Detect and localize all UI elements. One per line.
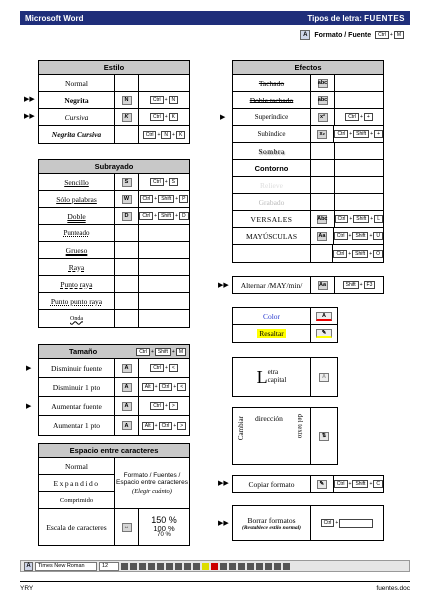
drop-cap-box: L etra capital A: [232, 357, 338, 397]
strikethrough-icon[interactable]: [148, 563, 155, 570]
shrink-font-icon[interactable]: [229, 563, 236, 570]
clear-format-box: Borrar formatos (Restablece estilo normal) Ctrl +: [232, 505, 384, 541]
small-caps-icon[interactable]: [166, 563, 173, 570]
grow-1pt-icon[interactable]: A: [122, 421, 132, 430]
char-scale-icon[interactable]: [256, 563, 263, 570]
subrayado-title: Subrayado: [39, 160, 189, 174]
bold-icon[interactable]: [121, 563, 128, 570]
shortcut-keys: Ctrl + M: [375, 31, 404, 39]
arrow-icon: ▶▶: [24, 95, 35, 103]
double-strikethrough-icon[interactable]: abc: [317, 97, 328, 103]
text-direction-icon[interactable]: [274, 563, 281, 570]
font-color-icon[interactable]: [211, 563, 218, 570]
font-dialog-shortcut: [300, 30, 404, 40]
strikethrough-icon[interactable]: abc: [317, 80, 328, 86]
bold-icon[interactable]: N: [122, 96, 132, 105]
efectos-panel: Efectos Tachado abc Doble tachado abc Superíndice x² Ctrl + + Subíndice x₂ Ctrl + Shift + + Sombra Contorno Relieve Grabado VERSALES Abc Ctrl + Shift + L MAYÚSCULAS Aa Ctrl + Shift + U Oculto Ctrl + Shift + O: [232, 60, 384, 263]
footer-filename: fuentes.doc: [376, 585, 410, 592]
char-scale-icon[interactable]: ↔: [122, 523, 132, 532]
italic-icon[interactable]: K: [122, 113, 132, 122]
change-case-icon[interactable]: Aa: [318, 282, 327, 288]
small-caps-icon[interactable]: Abc: [317, 216, 328, 222]
format-painter-icon[interactable]: [247, 563, 254, 570]
clear-format-icon[interactable]: [283, 563, 290, 570]
word-underline-icon[interactable]: W: [122, 195, 132, 204]
grow-font-icon[interactable]: A: [122, 402, 132, 411]
font-color-icon[interactable]: A: [316, 312, 332, 321]
estilo-title: Estilo: [39, 61, 189, 75]
text-direction-icon[interactable]: ⇅: [319, 432, 329, 441]
shrink-font-icon[interactable]: A: [122, 364, 132, 373]
underline-icon[interactable]: [139, 563, 146, 570]
font-icon[interactable]: A: [24, 562, 33, 571]
arrow-icon: ▶▶: [218, 281, 229, 289]
underline-icon[interactable]: S: [122, 178, 132, 187]
color-box: Color A Resaltar ✎: [232, 307, 338, 343]
footer-author: YRY: [20, 585, 34, 592]
tamano-panel: Tamaño Ctrl + Shift + M Disminuir fuente A Ctrl + < Disminuir 1 pto A Alt + Ctrl + < Aumentar fuente A Ctrl + > Aumentar 1 pto A Alt + Ctrl + >: [38, 344, 190, 436]
formatting-toolbar: [20, 560, 410, 572]
change-case-icon[interactable]: [238, 563, 245, 570]
arrow-icon: ▶: [220, 113, 226, 121]
arrow-icon: ▶▶: [218, 519, 229, 527]
shrink-1pt-icon[interactable]: A: [122, 383, 132, 392]
size-select[interactable]: 12: [99, 562, 119, 571]
highlight-icon[interactable]: [202, 563, 209, 570]
double-underline-icon[interactable]: D: [122, 212, 132, 221]
all-caps-icon[interactable]: [175, 563, 182, 570]
estilo-panel: [38, 60, 190, 144]
estilo-row: Negrita Cursiva Ctrl + N + K: [39, 126, 189, 143]
menu-path: Formato / Fuente: [314, 31, 372, 39]
arrow-icon: ▶▶: [24, 112, 35, 120]
title-bar: [20, 11, 410, 25]
font-select[interactable]: Times New Roman: [35, 562, 97, 571]
highlight-icon[interactable]: ✎: [316, 329, 332, 338]
subscript-icon[interactable]: [193, 563, 200, 570]
subrayado-panel: Subrayado Sencillo S Ctrl + S Sólo palabras W Ctrl + Shift + P Doble D Ctrl + Shift + D Punteado Grueso Raya Punto raya Punto punto raya Onda: [38, 159, 190, 328]
alternar-box: Alternar /MAY/min/ Aa Shift + F3: [232, 276, 384, 294]
font-dialog-icon[interactable]: A: [300, 30, 310, 40]
grow-font-icon[interactable]: [220, 563, 227, 570]
text-direction-box: Cambiar dirección del texto ⇅: [232, 407, 338, 465]
arrow-icon: ▶▶: [218, 479, 229, 487]
drop-cap-icon[interactable]: A: [319, 373, 329, 382]
superscript-icon[interactable]: [184, 563, 191, 570]
double-underline-icon[interactable]: [157, 563, 164, 570]
page-title: Tipos de letra: FUENTES: [307, 13, 405, 23]
estilo-row: Negrita N Ctrl + N: [39, 92, 189, 109]
superscript-icon[interactable]: x²: [318, 113, 328, 122]
all-caps-icon[interactable]: Aa: [318, 233, 326, 239]
app-name: Microsoft Word: [25, 13, 84, 23]
copy-format-box: Copiar formato ✎ Ctrl + Shift + C: [232, 475, 384, 493]
estilo-row: Cursiva K Ctrl + K: [39, 109, 189, 126]
espacio-panel: Espacio entre caracteres Normal Expandido Comprimido Escala de caracteres Formato / Fuentes / Espacio entre caracteres (Elegir cuánto) ↔ 150 % 100 % 70 %: [38, 443, 190, 546]
format-painter-icon[interactable]: ✎: [317, 480, 327, 489]
page-footer: [20, 581, 410, 592]
subscript-icon[interactable]: x₂: [317, 130, 327, 139]
estilo-row: Normal: [39, 75, 189, 92]
drop-cap-icon[interactable]: [265, 563, 272, 570]
arrow-icon: ▶: [26, 402, 32, 410]
italic-icon[interactable]: [130, 563, 137, 570]
arrow-icon: ▶: [26, 364, 32, 372]
